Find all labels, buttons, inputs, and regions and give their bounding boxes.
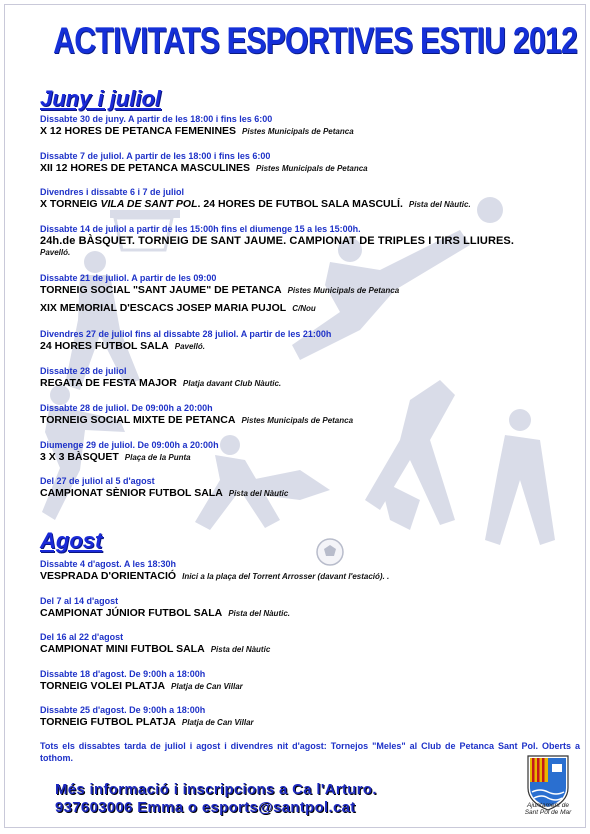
event-name-emphasis: VILA DE SANT POL [100, 198, 198, 210]
event-date: Dissabte 18 d'agost. De 9:00h a 18:00h [40, 669, 206, 679]
event-item [40, 187, 580, 211]
event-item [40, 329, 580, 353]
event-place: Pistes Municipals de Petanca [241, 416, 354, 425]
event-item [40, 632, 580, 656]
event-item [40, 224, 580, 257]
event-date: Dissabte 25 d'agost. De 9:00h a 18:00h [40, 705, 206, 715]
event-date: Divendres 27 de juliol fins al dissabte 28 juliol. A partir de les 21:00h [40, 329, 332, 339]
event-name: VESPRADA D'ORIENTACIÓ [40, 570, 177, 582]
event-date: Dissabte 14 de juliol a partir de les 15:00h fins el diumenge 15 a les 15:00h. [40, 224, 361, 234]
event-place: Pavelló. [40, 248, 71, 257]
event-name: X 12 HORES DE PETANCA FEMENINES [40, 125, 237, 137]
event-name-line [40, 284, 580, 297]
event-date: Del 16 al 22 d'agost [40, 632, 124, 642]
section-heading-juny-juliol: Juny i juliol [40, 86, 162, 111]
event-date: Dissabte 28 de juliol [40, 366, 127, 376]
event-item [40, 403, 580, 427]
event-place: Inici a la plaça del Torrent Arrosser (davant l'estació). . [182, 572, 390, 581]
event-name-prefix: X TORNEIG [40, 198, 101, 210]
logo-text-line2: Sant Pol de Mar [524, 809, 572, 816]
event-name: 24 HORES FUTBOL SALA [40, 340, 169, 352]
event-date: Diumenge 29 de juliol. De 09:00h a 20:00h [40, 440, 219, 450]
event-name-line [40, 302, 580, 315]
event-name-line [40, 487, 580, 500]
event-date: Dissabte 30 de juny. A partir de les 18:00 i fins les 6:00 [40, 114, 273, 124]
event-name: TORNEIG VOLEI PLATJA [40, 680, 166, 692]
event-name-line [40, 607, 580, 620]
event-name-line [40, 680, 580, 693]
event-item [40, 440, 580, 464]
event-item [40, 273, 580, 315]
event-name-line [40, 377, 580, 390]
event-name: CAMPIONAT JÚNIOR FUTBOL SALA [40, 607, 223, 619]
event-item [40, 596, 580, 620]
event-name-line [40, 340, 580, 353]
event-date: Del 27 de juliol al 5 d'agost [40, 476, 155, 486]
event-name-line [40, 198, 580, 211]
event-name: 3 X 3 BÀSQUET [40, 451, 119, 463]
logo-text-line1: Ajuntament de [527, 802, 569, 809]
event-name: TORNEIG SOCIAL "SANT JAUME" DE PETANCA [40, 284, 282, 296]
event-name-line [40, 643, 580, 656]
event-name: CAMPIONAT SÈNIOR FUTBOL SALA [40, 487, 223, 499]
contact-line: 937603006 Emma o esports@santpol.cat [55, 799, 356, 816]
event-name: TORNEIG SOCIAL MIXTE DE PETANCA [40, 414, 236, 426]
event-item [40, 114, 580, 138]
event-item [40, 366, 580, 390]
event-place: Pista del Nàutic. [228, 609, 290, 618]
event-place-secondary: C/Nou [292, 304, 316, 313]
event-place: Platja de Can Villar [171, 682, 243, 691]
event-date: Dissabte 21 de juliol. A partir de les 09:00 [40, 273, 217, 283]
municipal-logo-text [510, 802, 586, 816]
poster-title: ACTIVITATS ESPORTIVES ESTIU 2012 [53, 20, 578, 61]
section-heading-agost: Agost [40, 528, 103, 553]
event-name: TORNEIG FUTBOL PLATJA [40, 716, 176, 728]
event-name: REGATA DE FESTA MAJOR [40, 377, 177, 389]
event-place: Pavelló. [174, 342, 205, 351]
event-place: Pista del Nàutic [210, 645, 271, 654]
event-name-suffix: . 24 HORES DE FUTBOL SALA MASCULÍ. [197, 198, 403, 210]
event-date: Dissabte 4 d'agost. A les 18:30h [40, 559, 177, 569]
event-name-line [40, 570, 580, 583]
petanca-meles-note: Tots els dissabtes tarda de juliol i agost i divendres nit d'agost: Tornejos "Meles" al Club de Petanca Sant Pol. Oberts a tothom. [40, 741, 580, 763]
event-name: 24h.de BÀSQUET. TORNEIG DE SANT JAUME. CAMPIONAT DE TRIPLES I TIRS LLIURES. [40, 235, 515, 247]
event-name-line [40, 162, 580, 175]
event-name-secondary: XIX MEMORIAL D'ESCACS JOSEP MARIA PUJOL [40, 302, 287, 314]
event-place: Platja davant Club Nàutic. [182, 379, 282, 388]
event-name-line [40, 716, 580, 729]
event-item [40, 151, 580, 175]
event-item [40, 705, 580, 729]
event-name: CAMPIONAT MINI FUTBOL SALA [40, 643, 205, 655]
event-date: Dissabte 28 de juliol. De 09:00h a 20:00h [40, 403, 213, 413]
event-item [40, 559, 580, 583]
event-name-line [40, 125, 580, 138]
event-place: Pistes Municipals de Petanca [287, 286, 400, 295]
event-item [40, 476, 580, 500]
event-date: Divendres i dissabte 6 i 7 de juliol [40, 187, 185, 197]
more-info-line: Més informació i inscripcions a Ca l'Arturo. [55, 781, 377, 798]
event-place: Pistes Municipals de Petanca [256, 164, 368, 173]
event-place: Pista del Nàutic. [408, 200, 471, 209]
event-name-line [40, 451, 580, 464]
event-place: Platja de Can Villar [181, 718, 254, 727]
event-place: Plaça de la Punta [124, 453, 191, 462]
event-date: Del 7 al 14 d'agost [40, 596, 119, 606]
event-place: Pista del Nàutic [228, 489, 289, 498]
event-date: Dissabte 7 de juliol. A partir de les 18:00 i fins les 6:00 [40, 151, 271, 161]
event-name-line [40, 414, 580, 427]
event-name: XII 12 HORES DE PETANCA MASCULINES [40, 162, 251, 174]
event-item [40, 669, 580, 693]
event-place: Pistes Municipals de Petanca [242, 127, 354, 136]
